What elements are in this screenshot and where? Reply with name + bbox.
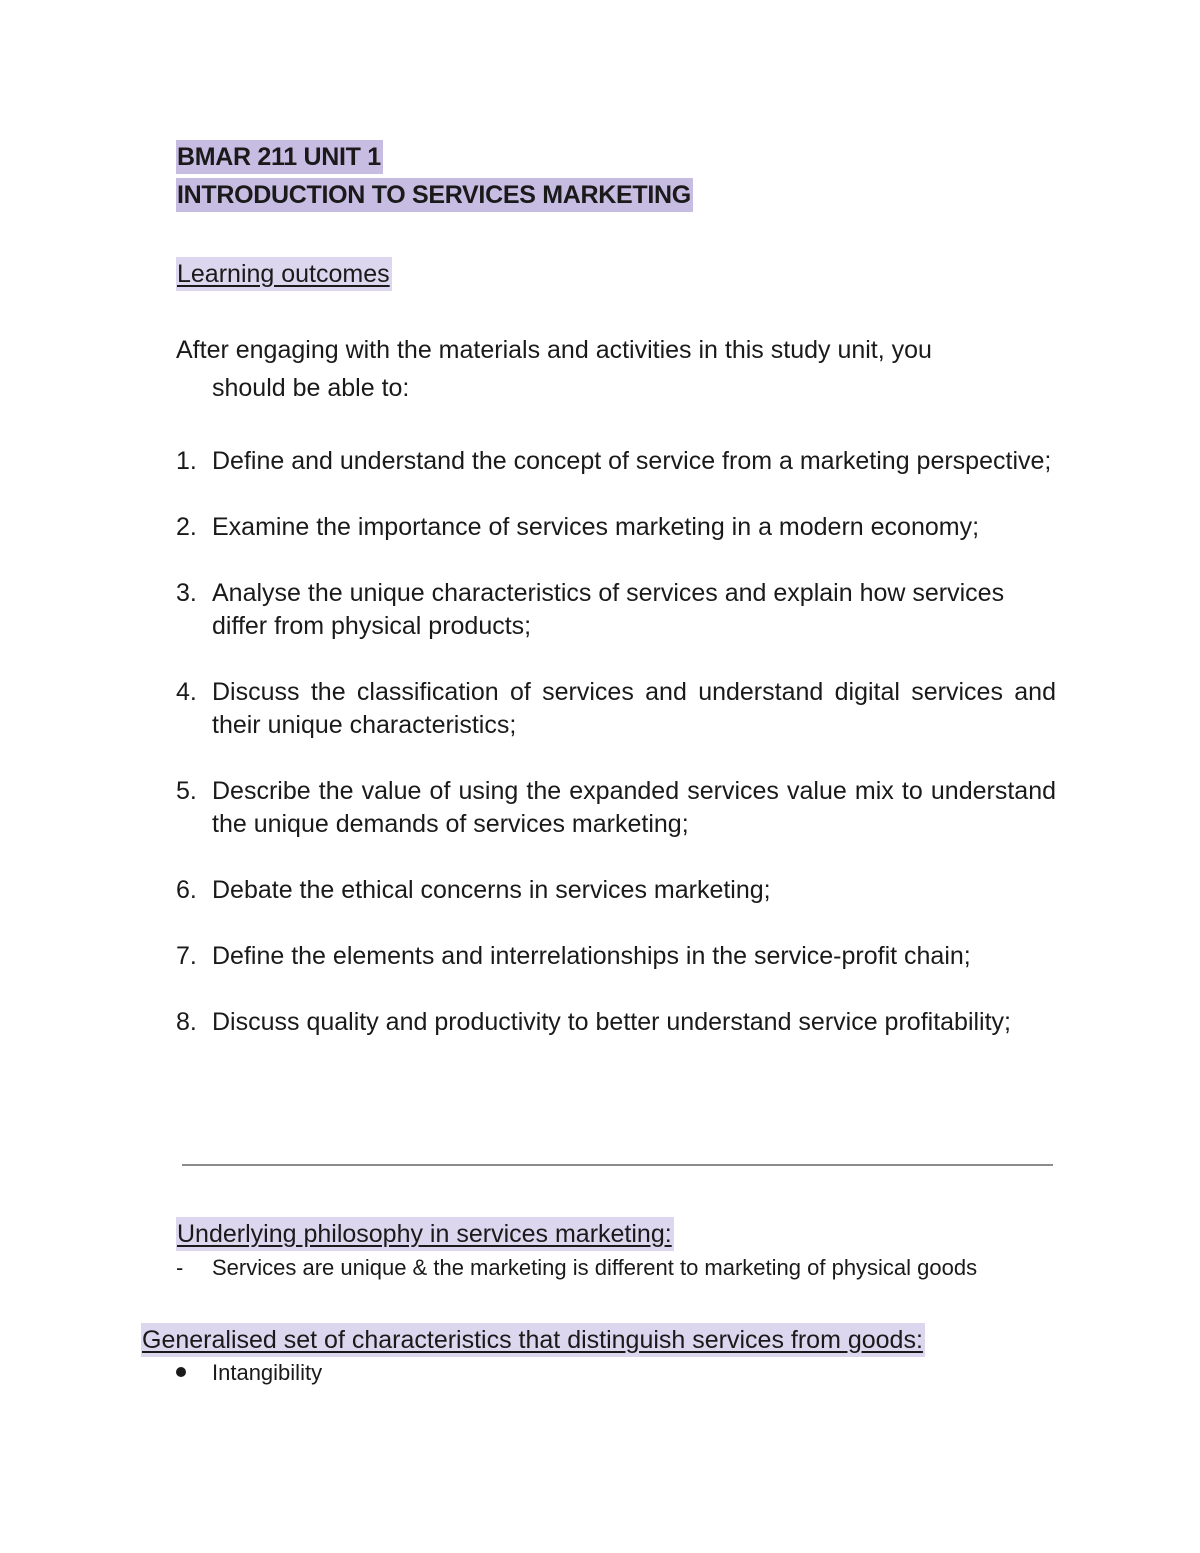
list-item: [176, 1006, 1056, 1039]
list-item-text: Discuss quality and productivity to better understand service profitability;: [212, 1008, 1011, 1036]
list-item-text: Discuss the classification of services and understand digital services and their unique characteristics;: [212, 678, 1056, 739]
list-item-text: Describe the value of using the expanded services value mix to understand the unique demands of services marketing;: [212, 777, 1056, 838]
bullet-icon: [176, 1367, 186, 1377]
list-item-text: Define the elements and interrelationships in the service-profit chain;: [212, 942, 971, 970]
dash-marker: -: [176, 1255, 184, 1280]
intro-line-1: After engaging with the materials and activities in this study unit, you: [176, 336, 932, 364]
learning-outcomes-intro: [176, 331, 1056, 407]
list-item-number: 3.: [176, 579, 197, 607]
list-item-number: 4.: [176, 678, 197, 706]
list-item: [176, 676, 1056, 742]
list-item: [176, 940, 1056, 973]
list-item-number: 5.: [176, 777, 197, 805]
section-divider: [182, 1164, 1053, 1166]
list-item-text: Debate the ethical concerns in services marketing;: [212, 876, 771, 904]
list-item-text: Examine the importance of services marketing in a modern economy;: [212, 513, 980, 541]
list-item: [176, 874, 1056, 907]
list-item: [176, 775, 1056, 841]
list-item-number: 8.: [176, 1008, 197, 1036]
philosophy-heading: Underlying philosophy in services marketing:: [176, 1217, 674, 1251]
learning-outcomes-list: [176, 445, 1056, 1072]
list-item: [176, 577, 1056, 643]
philosophy-point-text: Services are unique & the marketing is different to marketing of physical goods: [212, 1255, 978, 1280]
unit-title: INTRODUCTION TO SERVICES MARKETING: [176, 178, 693, 212]
course-unit-title: BMAR 211 UNIT 1: [176, 140, 383, 174]
list-item: [176, 511, 1056, 544]
list-item: [176, 1358, 322, 1388]
list-item-number: 7.: [176, 942, 197, 970]
list-item-text: Analyse the unique characteristics of services and explain how services differ from physical products;: [212, 579, 1005, 640]
philosophy-point: [176, 1253, 977, 1283]
characteristic-text: Intangibility: [212, 1360, 323, 1385]
intro-line-2: should be able to:: [212, 374, 410, 402]
list-item-text: Define and understand the concept of service from a marketing perspective;: [212, 447, 1052, 475]
characteristics-heading: Generalised set of characteristics that distinguish services from goods:: [141, 1323, 925, 1357]
learning-outcomes-heading: Learning outcomes: [176, 257, 392, 291]
list-item-number: 6.: [176, 876, 197, 904]
list-item-number: 1.: [176, 447, 197, 475]
list-item-number: 2.: [176, 513, 197, 541]
list-item: [176, 445, 1056, 478]
